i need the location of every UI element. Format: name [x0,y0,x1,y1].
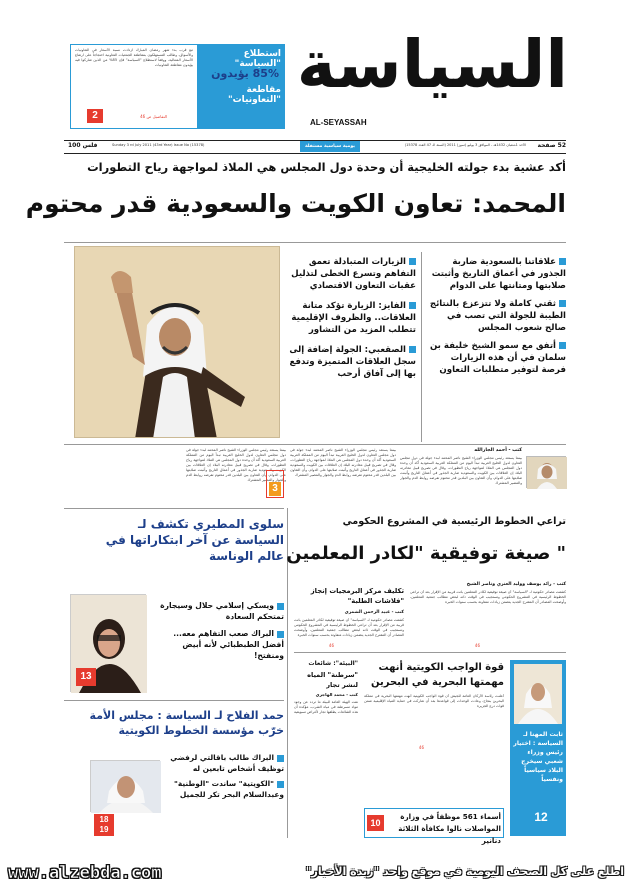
bullet-icon [559,258,566,265]
bullet-icon [559,300,566,307]
interview-box[interactable] [510,660,566,836]
main-point-right-3[interactable]: أتفق مع سمو الشيخ خليفة بن سلمان في أن هذه الزيارات فرصة لتوفير متطلبات التعاون [429,341,566,375]
bullet-icon [409,346,416,353]
main-kicker: أكد عشية بدء جولته الخليجية أن وحدة دول المجلس هي الملاذ لمواجهة رياح التطورات [87,160,566,174]
left-col-top-rule [64,508,284,509]
main-points-mid [284,256,416,380]
price: 100 فلس [68,142,98,149]
dateline-bar [64,141,566,153]
main-body-text-1: بينما يستعد رئيس مجلس الوزراء الشيخ ناصر المحمد لبدء جولة في دول مجلس التعاون لدول الخليج العربية تبدأ اليوم من المملكة العربية السعودية أكد أن وحدة دول المجلس هي الملاذ لمواجهة رياح التطورات، وقال في تصريح قبيل مغادرته البلاد إن العلاقات بين الكويت والسعودية ضاربة الجذور في أعماق التاريخ وأثبتت صلابتها على الدوام، وأن التعاون بين البلدين قدر محتوم تفرضه روابط الدم والجوار والمصير المشترك [400,456,522,485]
author-photo [526,456,566,488]
main-body-text-3: بينما يستعد رئيس مجلس الوزراء الشيخ ناصر المحمد لبدء جولة في دول مجلس التعاون لدول الخليج العربية تبدأ اليوم من المملكة العربية السعودية أكد أن وحدة دول المجلس هي الملاذ لمواجهة رياح التطورات، وقال في تصريح قبيل مغادرته البلاد إن العلاقات بين الكويت والسعودية ضاربة الجذور في أعماق التاريخ وأثبتت صلابتها على الدوام، وأن التعاون بين البلدين قدر محتوم تفرضه روابط الدم والجوار والمصير المشترك [186,448,286,482]
man-portrait [91,761,161,813]
promo-more-link[interactable]: التفاصيل ص 46 [140,114,167,119]
main-photo [74,246,280,438]
salwa-point-2[interactable]: البراك صعب التفاهم معه... أفضل الطبطبائي لأنه أبيض ومنفتح! [173,629,284,660]
salwa-points [150,600,284,661]
salwa-point-1[interactable]: ويسكي إسلامي حلال وسيجارة تمتحكم السعادة [160,601,284,621]
bullet-icon [277,631,284,638]
main-headline-rule [64,242,566,243]
hamad-page-number[interactable]: 18 19 [94,814,114,836]
main-body-rule [64,444,566,445]
employees-page-number[interactable]: 10 [367,815,384,831]
interview-text: ثابت المهنا لـ السياسة : اختيار رئيس وزراء شعبي سيخرج البلاد سياسياً ونفسياً [513,731,563,783]
interview-page-number[interactable]: 12 [534,810,548,824]
footer-site[interactable]: www.alzebda.com [8,863,162,883]
dateline-arabic: الأحد 1شعبان 1432هـ - الموافق 3 يوليو (تموز) 2011 (السنة الـ 47 العدد 15378) [404,143,526,147]
main-points-right [426,256,566,376]
main-point-right-2[interactable]: ثقتي كاملة ولا تتزعزع بالنتائج الطيبة للجولة التي تصب في صالح شعوب المجلس [429,299,566,333]
main-point-right-1[interactable]: علاقاتنا بالسعودية ضاربة الجذور في أعماق التاريخ وأثبتت صلابتها ومتانتها على الدوام [431,257,566,291]
masthead-logo[interactable]: السياسة [296,26,568,103]
footer-bar[interactable] [0,855,632,894]
teachers-kicker: تراعي الخطوط الرئيسية في المشروع الحكومي [342,516,566,527]
navy-body: أعلنت رئاسة الأركان العامة للجيش أن قوة الواجب الكويتية أنهت مهمتها البحرية في مملكة البحرين بنجاح، وعادت الوحدات إلى قواعدها بعد أن شاركت في حماية المياه الإقليمية ضمن قوات درع الجزيرة [364,694,504,708]
bullet-icon [409,258,416,265]
left-col-mid-rule [64,700,284,701]
hamad-photo [90,760,160,812]
footer-slogan: اطلع على كل الصحف اليومية في موقع واحد "زبدة الأخبار" [305,865,624,878]
bullet-icon [559,342,566,349]
page-count: 52 صفحة [537,142,566,149]
salwa-page-number[interactable]: 13 [76,668,96,686]
hamad-point-2[interactable]: "الكويتية" ساندت "الوطنية" وعبدالسلام البحر تكر للجميل [173,779,284,799]
main-body-text-2: بينما يستعد رئيس مجلس الوزراء الشيخ ناصر المحمد لبدء جولة في دول مجلس التعاون لدول الخليج العربية تبدأ اليوم من المملكة العربية السعودية أكد أن وحدة دول المجلس هي الملاذ لمواجهة رياح التطورات، وقال في تصريح قبيل مغادرته البلاد إن العلاقات بين الكويت والسعودية ضاربة الجذور في أعماق التاريخ وأثبتت صلابتها على الدوام، وأن التعاون بين البلدين قدر محتوم تفرضه روابط الدم والجوار والمصير المشترك [290,448,396,477]
daily-label: يومية سياسية مستقلة [300,141,360,152]
teachers-body: كشفت مصادر حكومية لـ "السياسة" أن صيغة توفيقية لكادر المعلمين باتت قريبة من الإقرار بعد أن تراعي الخطوط الرئيسية في المشروع الحكومي وتستجيب في الوقت ذاته لبعض مطالب جمعية المعلمين، وأوضحت المصادر أن المقترح الجديد يتضمن زيادات متفاوتة بحسب سنوات الخبرة [410,590,566,604]
promo-banner [197,45,285,129]
main-point-mid-2[interactable]: الفايز: الزيارة تؤكد متانة العلاقات.. والظروف الإقليمية تتطلب المزيد من التشاور [291,301,416,335]
person-waving-illustration [75,247,280,438]
bullet-icon [409,302,416,309]
teachers-headline[interactable]: " صيغة توفيقية "لكادر المعلمين [286,543,566,564]
water-author: كتب - محمد الهاجري [315,692,358,697]
teachers-sub-author: كتب - عبيد الرحمن الشمري [344,610,404,615]
main-point-mid-3[interactable]: الصقعبي: الجولة إضافة إلى سجل العلاقات المتميزة وتدفع بها إلى آفاق أرحب [289,345,416,379]
teachers-author: كتب - رائد يوسف ووليد العنزي وناصر الشيخ [466,582,566,587]
salwa-headline[interactable]: سلوى المطيري تكشف لـ السياسة عن آخر ابتكاراتها في عالم الوناسة [105,517,284,563]
main-author: كتب - أحمد الجارالله [474,448,522,453]
author-portrait [527,457,567,489]
water-kicker: "البيئة": شائعات [308,660,358,667]
center-mid-rule [294,652,566,653]
teachers-page-ref[interactable]: 46 [474,643,480,648]
interviewee-portrait [514,664,562,724]
promo-box[interactable] [70,44,285,129]
promo-title: استطلاع "السياسة" [234,49,281,69]
bullet-icon [277,603,284,610]
hamad-headline[interactable]: حمد الفلاح لـ السياسة : مجلس الأمة خرّب مؤسسة الخطوط الكويتية [89,709,284,737]
main-headline[interactable]: المحمد: تعاون الكويت والسعودية قدر محتوم [25,189,566,218]
water-body: نفت الهيئة العامة للبيئة ما تردد عن وجود مواد مسرطنة في مياه الشرب، مؤكدة أن هذه الشائعات يطلقها تجار لأغراض تسويقية [294,700,358,714]
teachers-sub-headline[interactable]: تكليف مركز البرمجيات إنجاز "فلاشات الطلبة" [310,587,404,605]
promo-page-number[interactable]: 2 [87,109,103,123]
dateline-english: Sunday 3 rd July 2011 (43rd Year) Issue No (15378) [112,143,205,147]
promo-subtitle: مقاطعة "التعاونيات" [227,85,281,105]
hamad-point-1[interactable]: البراك طالب باقالتي لرفضي توظيف أشخاص تابعين له [170,753,284,773]
employees-headline: أسماء 561 موظفاً في وزارة المواصلات نالوا مكافأة الثلاثة دنانير [398,812,501,845]
masthead-logo-english: AL-SEYASSAH [310,118,367,127]
employees-box[interactable] [364,808,504,845]
water-headline[interactable]: "سرطنة" المياه لنشر تجار [307,671,358,689]
main-column-divider [421,252,422,442]
teachers-sub-page-ref[interactable]: 46 [328,643,334,648]
promo-stat: 85% يؤيدون [211,67,279,80]
promo-body: مع قرب بدء شهر رمضان المبارك ازدادت نسبة الأسعار في التعاونيات والأسواق، وطالب المستهلكون بمقاطعة الجمعيات التعاونية احتجاجاً على ارتفاع الأسعار المتتالية، ووفقاً لاستطلاع "السياسة" فإن 85% من الذين شاركوا فيه يؤيدون مقاطعة التعاونيات [75,48,193,67]
main-page-number: 3 [269,482,281,496]
bullet-icon [277,781,284,788]
main-point-mid-1[interactable]: الزيارات المتبادلة تعمق التفاهم وتسرع الخطى لتذليل عقبات التعاون الاقتصادي [291,257,416,291]
navy-headline[interactable]: قوة الواجب الكويتية أنهت مهمتها البحرية في البحرين [370,662,504,688]
bullet-icon [277,755,284,762]
dateline-bottom-rule [64,153,566,154]
navy-page-ref[interactable]: 46 [418,745,424,750]
teachers-sub-body: كشفت مصادر حكومية لـ "السياسة" أن صيغة توفيقية لكادر المعلمين باتت قريبة من الإقرار بعد أن تراعي الخطوط الرئيسية في المشروع الحكومي وتستجيب في الوقت ذاته لبعض مطالب جمعية المعلمين، وأوضحت المصادر أن المقترح الجديد يتضمن زيادات متفاوتة بحسب سنوات الخبرة [294,618,404,637]
main-page-badge[interactable] [266,470,284,498]
hamad-points [164,752,284,800]
interview-photo [514,664,562,724]
